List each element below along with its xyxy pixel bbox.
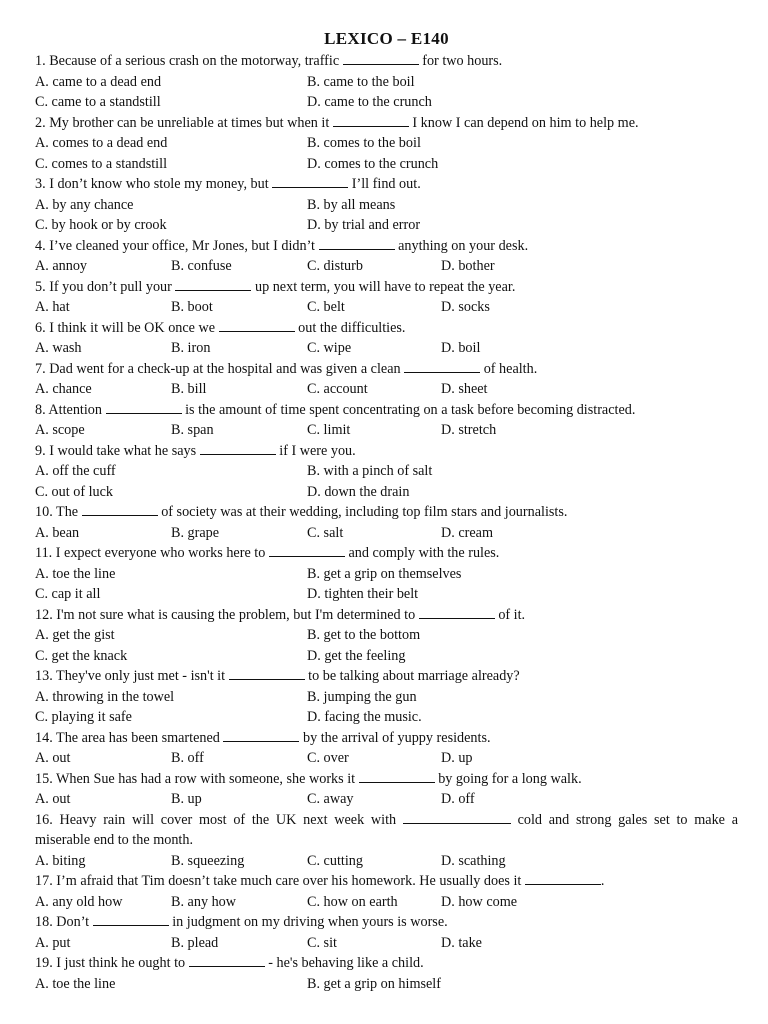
answer-blank [82,502,158,516]
answer-option: A. came to a dead end [35,73,162,90]
answer-option: D. tighten their belt [307,586,419,602]
options-row [35,92,738,113]
worksheet [35,28,738,994]
question-stem [35,236,738,257]
answer-option: C. playing it safe [35,709,132,725]
question-stem [35,113,738,134]
question-text: 17. I’m afraid that Tim doesn’t take much care over his homework. He usually does it [35,873,525,889]
question-list [35,51,738,994]
answer-option: B. grape [171,524,220,541]
question-text: 7. Dad went for a check-up at the hospital and was given a clean [35,360,405,377]
answer-blank [106,400,182,414]
answer-option: D. cream [441,524,493,541]
answer-blank [343,51,419,65]
question-stem [35,277,738,298]
answer-blank [223,728,299,742]
question-text: anything on your desk. [394,237,529,254]
question-text: of health. [480,360,538,377]
options-row [35,933,738,954]
answer-option: D. by trial and error [307,217,421,233]
answer-blank [525,871,601,885]
options-row [35,379,738,400]
question-text: for two hours. [418,53,503,69]
question-text: 18. Don’t [35,914,93,930]
answer-blank [333,113,409,127]
answer-option: C. get the knack [35,647,128,664]
answer-option: B. get a grip on himself [307,975,441,992]
options-row [35,748,738,769]
answer-option: B. came to the boil [307,73,415,90]
answer-option: D. off [441,791,475,807]
question-text: 10. The [35,504,82,520]
question-stem [35,810,738,831]
options-row [35,133,738,154]
answer-option: A. scope [35,422,85,438]
question-text: 16. Heavy rain will cover most of the UK next week with [35,811,403,828]
options-row [35,974,738,995]
options-row [35,461,738,482]
options-row [35,72,738,93]
question-stem [35,400,738,421]
answer-blank [272,174,348,188]
answer-option: A. off the cuff [35,463,116,479]
answer-blank [175,277,251,291]
question-text: 5. If you don’t pull your [35,278,176,295]
question-text: 11. I expect everyone who works here to [35,545,269,561]
question-stem [35,174,738,195]
answer-blank [229,666,305,680]
answer-option: A. biting [35,852,86,869]
question-text: and comply with the rules. [344,545,500,561]
question-text: up next term, you will have to repeat the year. [251,278,516,295]
question-text: of it. [494,606,526,623]
question-stem [35,605,738,626]
options-row [35,523,738,544]
answer-option: B. jumping the gun [307,688,417,705]
question-stem [35,502,738,523]
question-text: by going for a long walk. [434,770,582,787]
answer-option: C. belt [307,299,345,315]
options-row [35,687,738,708]
worksheet-title: LEXICO – E140 [324,29,449,48]
answer-option: D. sheet [441,381,488,397]
question-text: I know I can depend on him to help me. [408,114,639,131]
answer-blank [403,810,511,824]
answer-option: A. bean [35,524,80,541]
answer-blank [359,769,435,783]
answer-option: D. comes to the crunch [307,155,439,172]
question-text: 13. They've only just met - isn't it [35,668,229,684]
question-stem [35,728,738,749]
answer-option: A. out [35,791,71,807]
answer-option: D. facing the music. [307,709,422,725]
question-text: out the difficulties. [294,319,406,336]
answer-option: A. chance [35,381,92,397]
options-row [35,215,738,236]
answer-option: C. salt [307,524,344,541]
options-row [35,420,738,441]
question-text: 1. Because of a serious crash on the motorway, traffic [35,53,343,69]
answer-option: C. how on earth [307,893,398,910]
options-row [35,625,738,646]
question-text: 4. I’ve cleaned your office, Mr Jones, but I didn’t [35,237,319,254]
answer-option: C. sit [307,934,337,951]
answer-option: A. comes to a dead end [35,135,168,151]
question-text: I’ll find out. [348,176,421,192]
answer-option: A. toe the line [35,975,116,992]
answer-option: C. cutting [307,852,363,869]
answer-blank [319,236,395,250]
answer-option: A. throwing in the towel [35,688,175,705]
options-row [35,851,738,872]
question-text: 12. I'm not sure what is causing the problem, but I'm determined to [35,606,419,623]
question-stem [35,51,738,72]
answer-option: A. hat [35,299,70,315]
answer-option: B. get to the bottom [307,627,421,643]
answer-blank [419,605,495,619]
options-row [35,564,738,585]
answer-option: D. boil [441,340,481,356]
question-text: if I were you. [275,442,356,459]
answer-option: B. with a pinch of salt [307,463,433,479]
answer-option: B. bill [171,381,207,397]
options-row [35,297,738,318]
answer-option: C. wipe [307,340,352,356]
question-text: is the amount of time spent concentrating on a task before becoming distracted. [181,401,636,418]
answer-option: A. annoy [35,258,88,274]
answer-blank [93,912,169,926]
answer-option: C. cap it all [35,586,101,602]
question-text: in judgment on my driving when yours is worse. [168,914,448,930]
answer-option: B. boot [171,299,213,315]
question-text: 15. When Sue has had a row with someone, she works it [35,770,359,787]
answer-option: D. stretch [441,422,497,438]
answer-option: C. comes to a standstill [35,155,168,172]
answer-option: D. came to the crunch [307,94,432,110]
answer-option: B. squeezing [171,852,245,869]
question-text: 9. I would take what he says [35,442,200,459]
answer-blank [404,359,480,373]
question-text: 8. Attention [35,401,106,418]
answer-option: B. plead [171,934,219,951]
question-text: . [600,873,605,889]
question-text: 3. I don’t know who stole my money, but [35,176,273,192]
question-text: - he's behaving like a child. [264,955,424,971]
options-row [35,707,738,728]
question-text: of society was at their wedding, including top film stars and journalists. [157,504,568,520]
answer-blank [189,953,265,967]
answer-option: D. socks [441,299,490,315]
answer-option: D. down the drain [307,483,410,500]
options-row [35,256,738,277]
answer-option: B. span [171,422,214,438]
options-row [35,195,738,216]
answer-option: A. out [35,750,71,766]
answer-option: C. by hook or by crook [35,217,167,233]
question-stem [35,359,738,380]
options-row [35,892,738,913]
question-stem [35,441,738,462]
answer-option: A. any old how [35,893,123,910]
question-text: 19. I just think he ought to [35,955,189,971]
options-row [35,789,738,810]
answer-option: C. disturb [307,258,363,274]
answer-option: B. any how [171,893,237,910]
answer-option: B. get a grip on themselves [307,565,462,582]
question-stem [35,769,738,790]
answer-option: A. get the gist [35,627,115,643]
answer-option: B. by all means [307,196,396,213]
answer-option: C. over [307,750,349,766]
answer-option: B. comes to the boil [307,135,421,151]
question-stem [35,318,738,339]
answer-option: D. bother [441,258,495,274]
answer-option: D. up [441,750,473,766]
answer-option: A. wash [35,340,82,356]
answer-option: D. take [441,934,482,951]
answer-option: A. put [35,934,71,951]
options-row [35,338,738,359]
answer-option: D. how come [441,893,518,910]
answer-option: A. toe the line [35,565,116,582]
options-row [35,646,738,667]
answer-option: B. confuse [171,258,232,274]
question-stem [35,871,738,892]
answer-option: B. up [171,791,202,807]
answer-option: D. get the feeling [307,647,406,664]
answer-option: C. away [307,791,354,807]
answer-blank [200,441,276,455]
answer-option: C. account [307,381,368,397]
answer-option: C. came to a standstill [35,94,161,110]
answer-blank [219,318,295,332]
question-text: cold and strong gales set to make a [510,811,738,828]
options-row [35,154,738,175]
question-stem [35,543,738,564]
options-row [35,482,738,503]
answer-option: D. scathing [441,852,506,869]
question-stem [35,953,738,974]
options-row [35,584,738,605]
question-stem [35,912,738,933]
question-text: by the arrival of yuppy residents. [299,729,491,746]
question-text: 2. My brother can be unreliable at times but when it [35,114,333,131]
answer-option: C. limit [307,422,351,438]
answer-option: B. off [171,750,204,766]
answer-option: B. iron [171,340,211,356]
answer-option: A. by any chance [35,196,134,213]
question-text: 6. I think it will be OK once we [35,319,219,336]
question-continuation: miserable end to the month. [35,832,193,848]
answer-option: C. out of luck [35,483,114,500]
answer-blank [269,543,345,557]
question-text: to be talking about marriage already? [304,668,520,684]
question-text: 14. The area has been smartened [35,729,224,746]
question-stem [35,666,738,687]
